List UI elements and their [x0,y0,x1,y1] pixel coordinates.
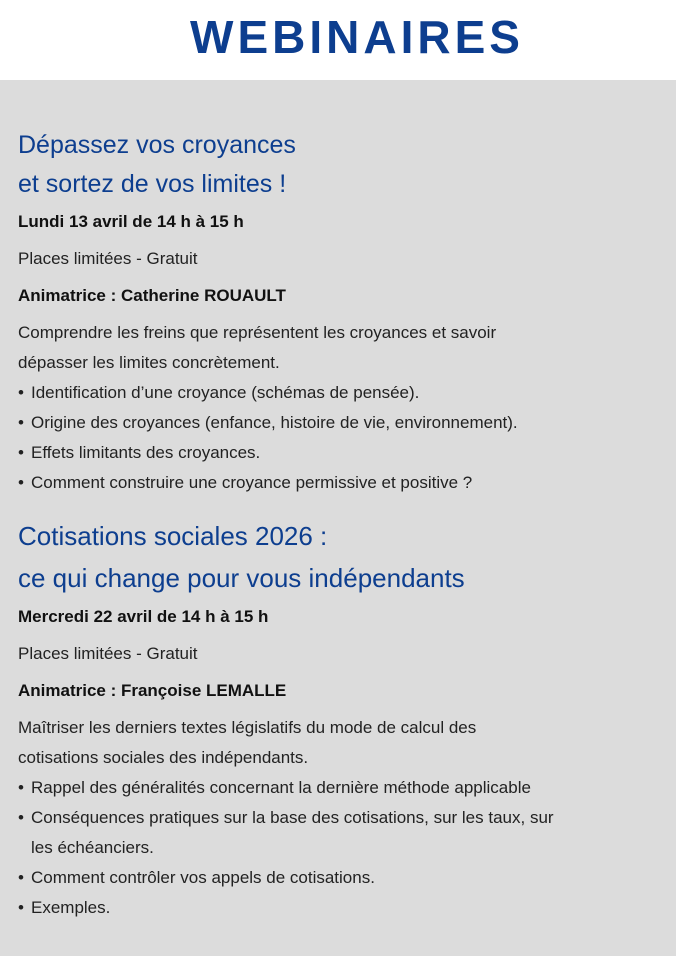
list-item: • Comment contrôler vos appels de cotisations. [18,863,658,893]
webinar-description-line: dépasser les limites concrètement. [18,353,280,372]
webinar-topics-list [18,378,658,498]
webinar-host: Animatrice : Françoise LEMALLE [18,681,287,700]
list-item: • Identification d’une croyance (schémas de pensée). [18,378,658,408]
webinar-date: Lundi 13 avril de 14 h à 15 h [18,212,244,231]
webinar-card [18,126,658,498]
webinar-card [18,515,658,923]
webinar-host: Animatrice : Catherine ROUAULT [18,286,286,305]
webinar-title-line: Dépassez vos croyances [18,131,296,159]
webinar-title-line: ce qui change pour vous indépendants [18,563,465,593]
webinar-places: Places limitées - Gratuit [18,249,198,268]
webinar-list [0,80,676,923]
list-item: • Rappel des généralités concernant la dernière méthode applicable [18,773,658,803]
webinar-title [18,126,658,204]
list-item: • Exemples. [18,893,658,923]
webinar-topics-list [18,773,658,923]
list-item-text: Conséquences pratiques sur la base des cotisations, sur les taux, sur [31,808,554,827]
webinar-description-line: Maîtriser les derniers textes législatifs du mode de calcul des [18,718,477,737]
webinar-description-line: Comprendre les freins que représentent les croyances et savoir [18,323,497,342]
webinar-description [18,318,658,378]
page-header [0,0,676,80]
list-item-continuation: les échéanciers. [31,838,154,857]
webinar-description-line: cotisations sociales des indépendants. [18,748,309,767]
webinar-date: Mercredi 22 avril de 14 h à 15 h [18,607,269,626]
webinar-description [18,713,658,773]
webinar-title-line: Cotisations sociales 2026 : [18,521,328,551]
page-title: WEBINAIRES [190,11,524,63]
webinar-places: Places limitées - Gratuit [18,644,198,663]
list-item: • Effets limitants des croyances. [18,438,658,468]
list-item: • Comment construire une croyance permissive et positive ? [18,468,658,498]
webinar-title [18,515,658,599]
webinar-title-line: et sortez de vos limites ! [18,170,287,198]
list-item [18,803,658,863]
list-item: • Origine des croyances (enfance, histoire de vie, environnement). [18,408,658,438]
